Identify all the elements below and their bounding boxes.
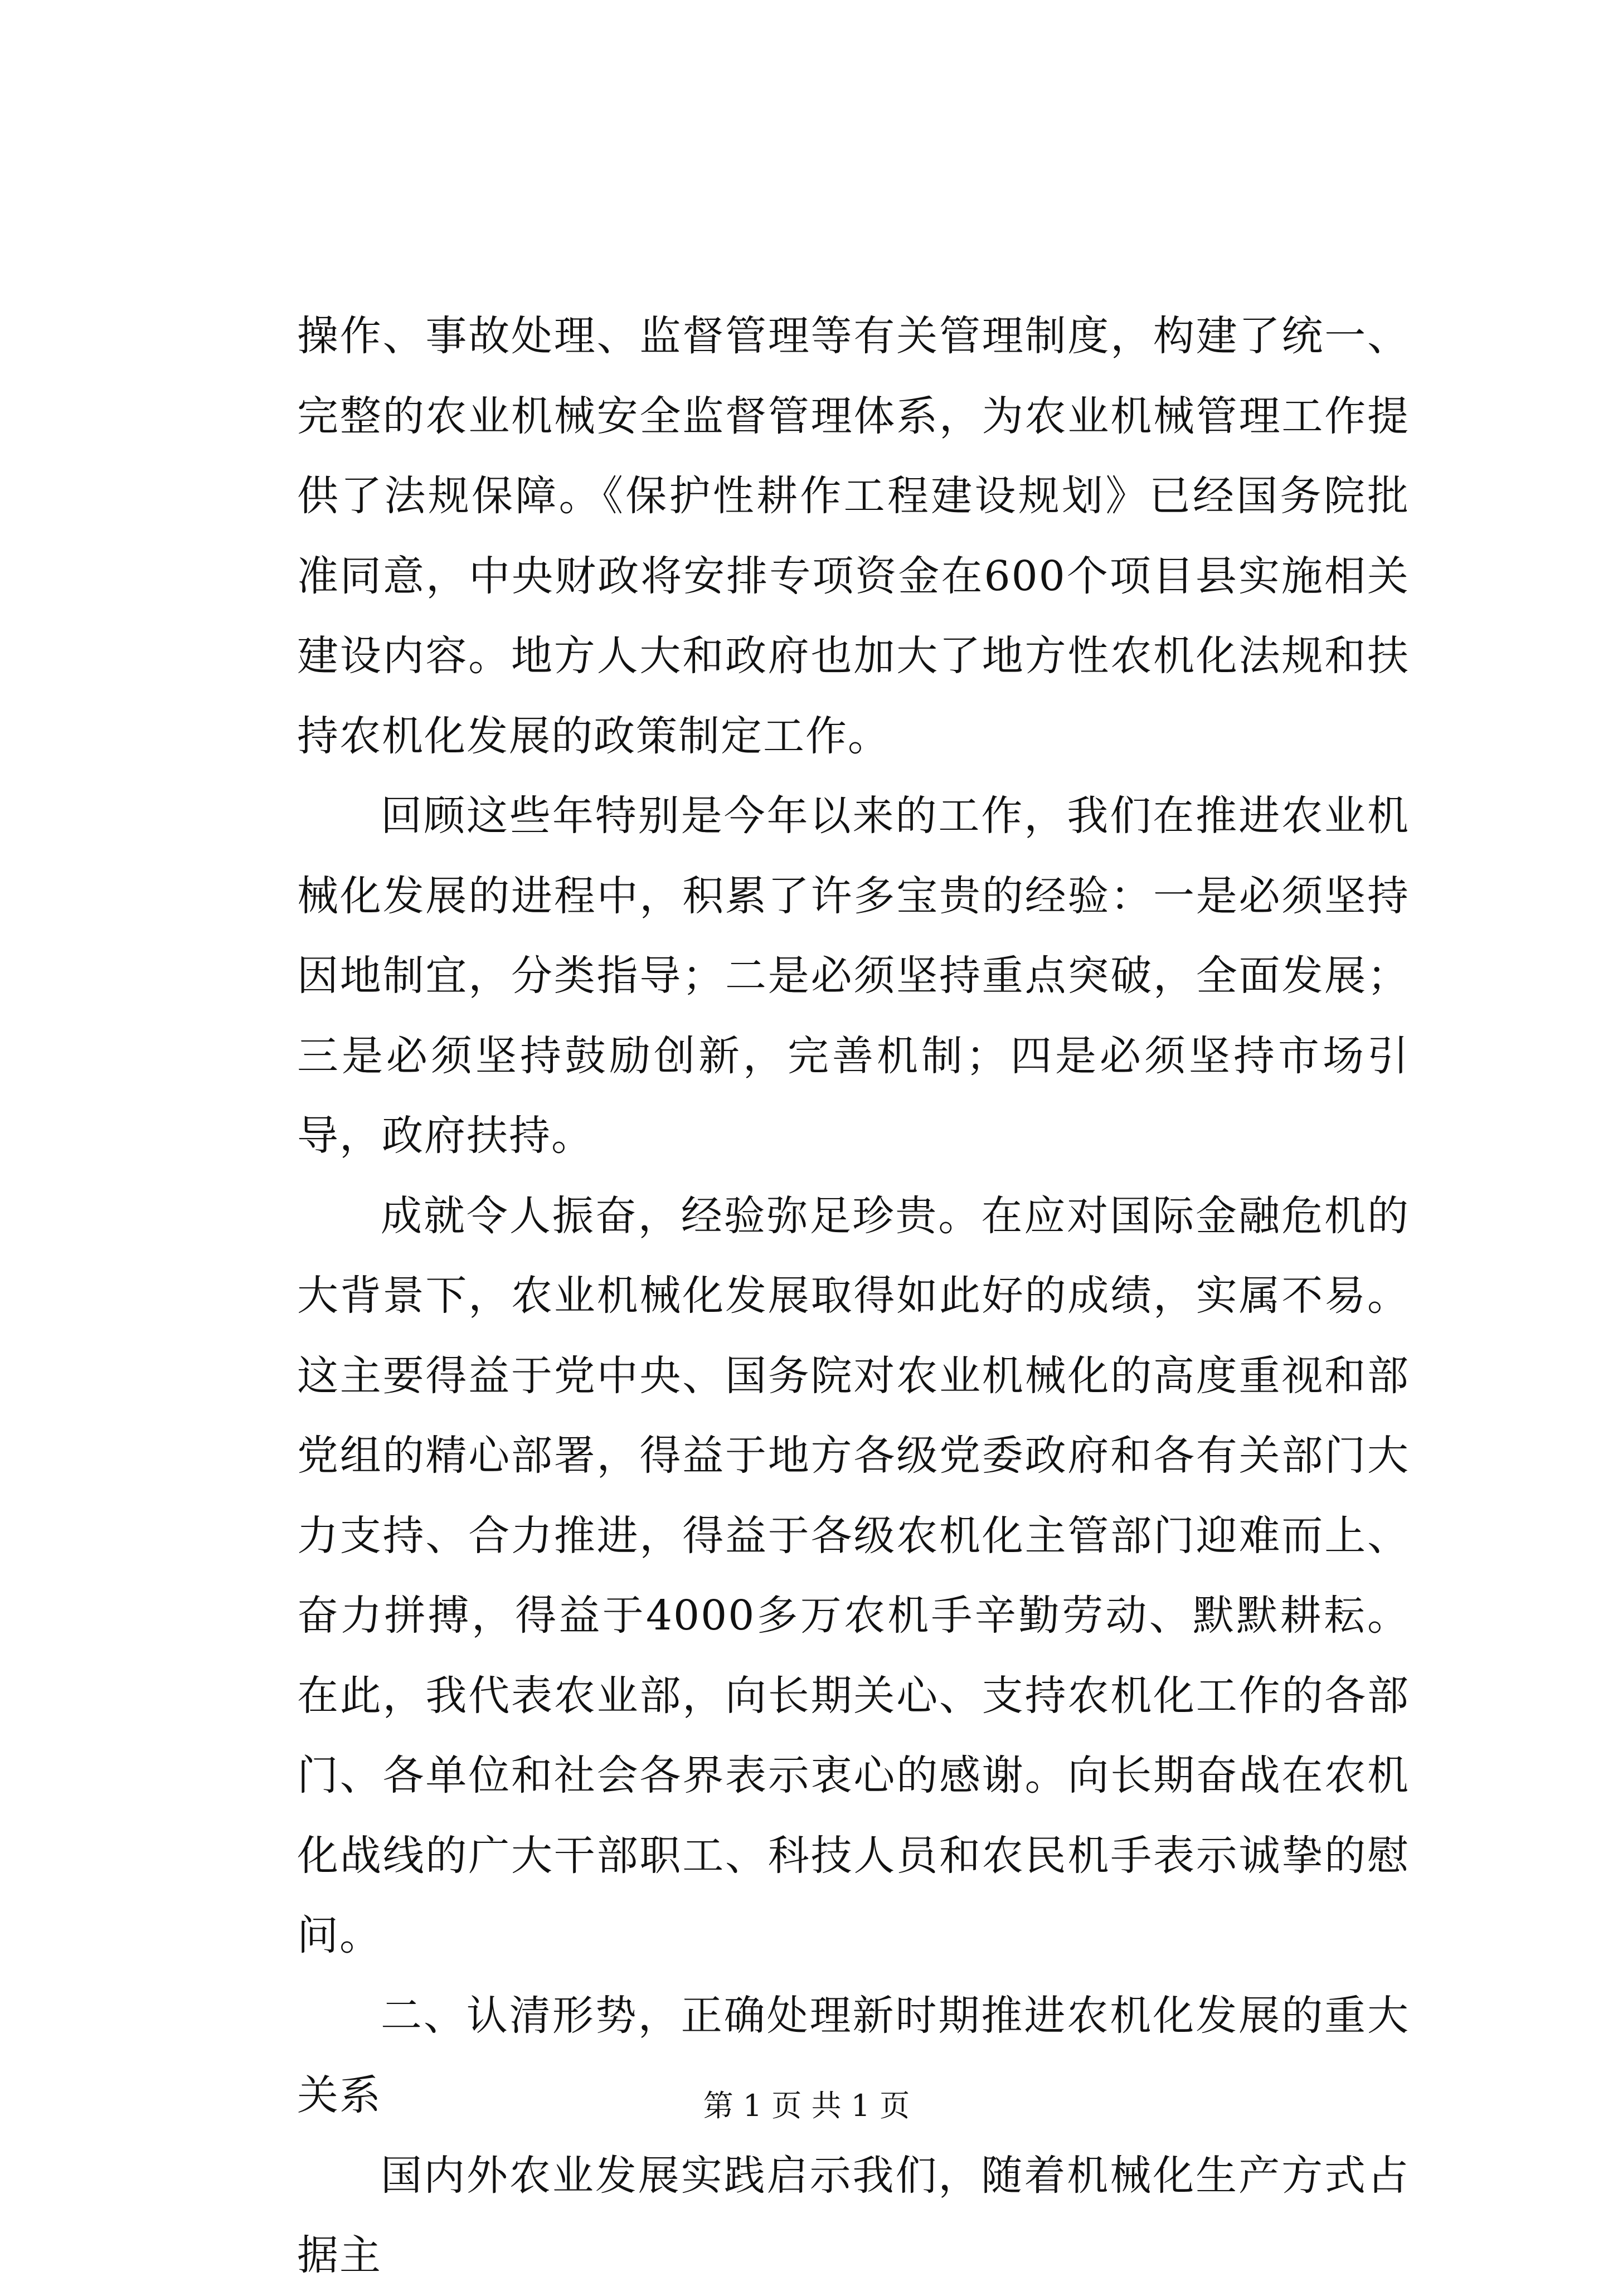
section-heading: 二、认清形势，正确处理新时期推进农机化发展的重大关系	[297, 1991, 1410, 2119]
paragraph-3: 成就令人振奋，经验弥足珍贵。在应对国际金融危机的大背景下，农业机械化发展取得如此好的成绩，实属不易。这主要得益于党中央、国务院对农业机械化的高度重视和部党组的精心部署，得益于地方各级党委政府和各有关部门大力支持、合力推进，得益于各级农机化主管部门迎难而上、奋力拼搏，得益于4000多万农机手辛勤劳动、默默耕耘。在此，我代表农业部，向长期关心、支持农机化工作的各部门、各单位和社会各界表示衷心的感谢。向长期奋战在农机化战线的广大干部职工、科技人员和农民机手表示诚挚的慰问。	[297, 1191, 1410, 1959]
paragraph-5: 国内外农业发展实践启示我们，随着机械化生产方式占据主	[297, 2151, 1410, 2279]
document-body	[297, 296, 1410, 2296]
page-footer: 第 1 页 共 1 页	[703, 2088, 910, 2123]
paragraph-2: 回顾这些年特别是今年以来的工作，我们在推进农业机械化发展的进程中，积累了许多宝贵的经验：一是必须坚持因地制宜，分类指导；二是必须坚持重点突破，全面发展；三是必须坚持鼓励创新，完善机制；四是必须坚持市场引导，政府扶持。	[297, 792, 1410, 1160]
paragraph-1: 操作、事故处理、监督管理等有关管理制度，构建了统一、完整的农业机械安全监督管理体系，为农业机械管理工作提供了法规保障。《保护性耕作工程建设规划》已经国务院批准同意，中央财政将安排专项资金在600个项目县实施相关建设内容。地方人大和政府也加大了地方性农机化法规和扶持农机化发展的政策制定工作。	[297, 312, 1410, 760]
